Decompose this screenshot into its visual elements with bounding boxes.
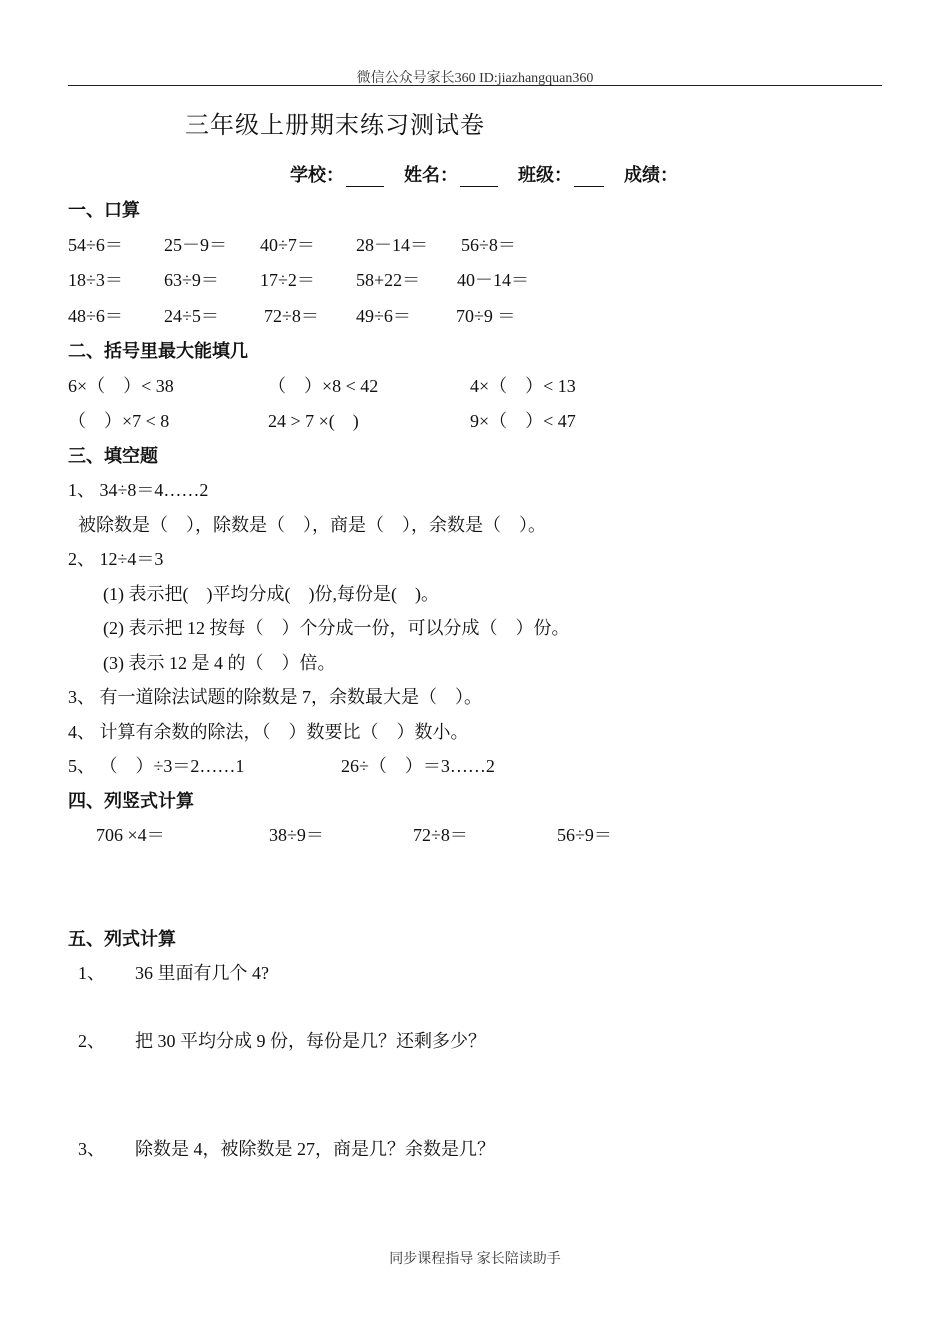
mental-math-item: 25－9＝ xyxy=(164,235,227,255)
name-label: 姓名： xyxy=(404,165,458,186)
mental-math-item: 40÷7＝ xyxy=(260,235,315,255)
mental-math-item: 48÷6＝ xyxy=(68,306,123,326)
bracket-item: 9×（ ）< 47 xyxy=(470,411,576,431)
word-problem-text: 把 30 平均分成 9 份，每份是几？还剩多少？ xyxy=(135,1031,486,1051)
mental-math-item: 24÷5＝ xyxy=(164,306,219,326)
section-2-heading: 二、括号里最大能填几 xyxy=(68,341,248,362)
bracket-item: （ ）×8 < 42 xyxy=(268,376,379,396)
section-1-heading: 一、口算 xyxy=(68,200,140,221)
mental-math-item: 49÷6＝ xyxy=(356,306,411,326)
fill-q1-text: 被除数是（ ），除数是（ ），商是（ ），余数是（ ）。 xyxy=(78,515,546,535)
score-label: 成绩： xyxy=(624,165,678,186)
header-rule xyxy=(68,85,882,86)
fill-q2: 2、 12÷4＝3 xyxy=(68,549,164,569)
student-info xyxy=(290,161,678,187)
fill-q4: 4、 计算有余数的除法，（ ）数要比（ ）数小。 xyxy=(68,722,469,742)
bracket-item: 6×（ ）< 38 xyxy=(68,376,174,396)
word-problem-number: 2、 xyxy=(78,1031,105,1051)
bracket-item: 4×（ ）< 13 xyxy=(470,376,576,396)
mental-math-item: 58+22＝ xyxy=(356,270,421,290)
word-problem-text: 除数是 4，被除数是 27，商是几？余数是几？ xyxy=(135,1139,495,1159)
section-4-heading: 四、列竖式计算 xyxy=(68,791,194,812)
mental-math-item: 72÷8＝ xyxy=(264,306,319,326)
bracket-item: 24 > 7 ×( ) xyxy=(268,411,359,431)
mental-math-item: 17÷2＝ xyxy=(260,270,315,290)
page-header: 微信公众号家长360 ID:jiazhangquan360 xyxy=(356,71,594,86)
mental-math-item: 70÷9 ＝ xyxy=(456,306,516,326)
word-problem-text: 36 里面有几个 4? xyxy=(135,963,269,983)
fill-q2-c: (3) 表示 12 是 4 的（ ）倍。 xyxy=(103,653,336,673)
section-3-heading: 三、填空题 xyxy=(68,446,158,467)
page-footer: 同步课程指导 家长陪读助手 xyxy=(389,1252,561,1267)
fill-q3: 3、 有一道除法试题的除数是 7，余数最大是（ ）。 xyxy=(68,687,482,707)
mental-math-item: 40－14＝ xyxy=(457,270,529,290)
mental-math-item: 28－14＝ xyxy=(356,235,428,255)
fill-q2-b: (2) 表示把 12 按每（ ）个分成一份，可以分成（ ）份。 xyxy=(103,618,570,638)
mental-math-item: 63÷9＝ xyxy=(164,270,219,290)
vertical-calc-item: 72÷8＝ xyxy=(413,825,468,845)
bracket-item: （ ）×7 < 8 xyxy=(68,411,170,431)
school-blank[interactable] xyxy=(346,168,384,187)
word-problem-number: 3、 xyxy=(78,1139,105,1159)
class-label: 班级： xyxy=(518,165,572,186)
section-5-heading: 五、列式计算 xyxy=(68,929,176,950)
name-blank[interactable] xyxy=(460,168,498,187)
vertical-calc-item: 38÷9＝ xyxy=(269,825,324,845)
mental-math-item: 54÷6＝ xyxy=(68,235,123,255)
word-problem-number: 1、 xyxy=(78,963,105,983)
vertical-calc-item: 56÷9＝ xyxy=(557,825,612,845)
page-title: 三年级上册期末练习测试卷 xyxy=(185,111,485,139)
fill-q5-a: 5、 （ ）÷3＝2……1 xyxy=(68,756,245,776)
mental-math-item: 56÷8＝ xyxy=(461,235,516,255)
mental-math-item: 18÷3＝ xyxy=(68,270,123,290)
fill-q5-b: 26÷（ ）＝3……2 xyxy=(341,756,495,776)
vertical-calc-item: 706 ×4＝ xyxy=(96,825,165,845)
fill-q1: 1、 34÷8＝4……2 xyxy=(68,480,209,500)
class-blank[interactable] xyxy=(574,168,604,187)
school-label: 学校： xyxy=(290,165,344,186)
fill-q2-a: (1) 表示把( )平均分成( )份,每份是( )。 xyxy=(103,584,439,604)
